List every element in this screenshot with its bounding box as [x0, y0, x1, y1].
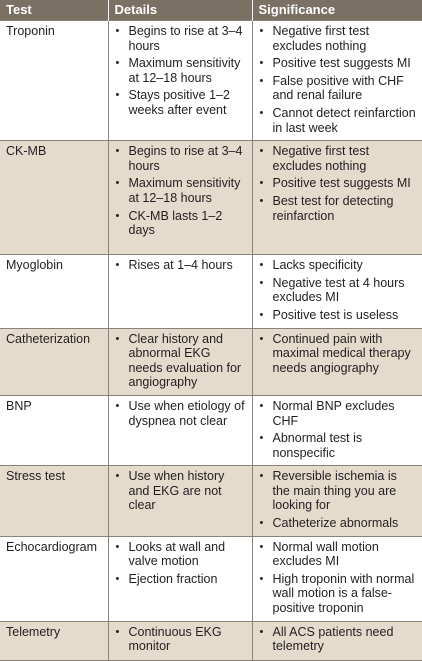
detail-list	[115, 144, 246, 238]
significance-cell	[252, 621, 422, 660]
test-name-cell: CK-MB	[0, 141, 108, 255]
significance-text: Reversible ischemia is the main thing you are looking for	[272, 469, 397, 513]
detail-list	[115, 625, 246, 654]
detail-item	[115, 625, 246, 654]
bullet-icon: •	[259, 308, 264, 321]
bullet-icon: •	[259, 399, 264, 412]
table-row	[0, 328, 422, 395]
bullet-icon: •	[259, 517, 264, 530]
significance-cell	[252, 21, 422, 141]
table-row	[0, 255, 422, 328]
table-row	[0, 21, 422, 141]
significance-text: All ACS patients need telemetry	[272, 624, 394, 654]
significance-item	[259, 308, 417, 323]
bullet-icon: •	[259, 540, 264, 553]
details-cell	[108, 621, 252, 660]
detail-text: Use when history and EKG are not clear	[128, 469, 225, 513]
table-header	[0, 0, 422, 21]
significance-cell	[252, 395, 422, 465]
bullet-icon: •	[259, 332, 264, 345]
significance-item	[259, 540, 417, 569]
significance-text: Cannot detect reinfarction in last week	[272, 105, 416, 135]
detail-text: Clear history and abnormal EKG needs evaluation for angiography	[128, 331, 242, 390]
detail-item	[115, 399, 246, 428]
detail-list	[115, 24, 246, 118]
bullet-icon: •	[115, 177, 120, 190]
detail-item	[115, 24, 246, 53]
significance-item	[259, 276, 417, 305]
test-name-cell: Troponin	[0, 21, 108, 141]
detail-text: Begins to rise at 3–4 hours	[128, 144, 243, 173]
significance-text: High troponin with normal wall motion is a false-positive troponin	[272, 571, 415, 616]
details-cell	[108, 21, 252, 141]
bullet-icon: •	[115, 89, 120, 102]
table-row	[0, 466, 422, 536]
detail-item	[115, 176, 246, 205]
detail-list	[115, 399, 246, 428]
bullet-icon: •	[115, 540, 120, 553]
detail-text: Rises at 1–4 hours	[128, 258, 233, 273]
significance-item	[259, 469, 417, 513]
bullet-icon: •	[115, 25, 120, 37]
bullet-icon: •	[259, 177, 264, 190]
detail-item	[115, 144, 246, 173]
detail-item	[115, 56, 246, 85]
significance-text: Normal wall motion excludes MI	[272, 539, 379, 569]
detail-item	[115, 572, 246, 587]
significance-item	[259, 399, 417, 428]
header-significance: Significance	[252, 0, 422, 21]
bullet-icon: •	[115, 259, 120, 272]
header-test: Test	[0, 0, 108, 21]
significance-text: Lacks specificity	[272, 258, 363, 273]
details-cell	[108, 466, 252, 536]
significance-text: Negative first test excludes nothing	[272, 24, 370, 53]
details-cell	[108, 328, 252, 395]
significance-item	[259, 625, 417, 654]
bullet-icon: •	[259, 259, 264, 272]
significance-item	[259, 431, 417, 460]
bullet-icon: •	[115, 625, 120, 638]
test-name-cell: Telemetry	[0, 621, 108, 660]
detail-item	[115, 332, 246, 390]
significance-text: Negative test at 4 hours excludes MI	[272, 275, 405, 305]
significance-text: Positive test suggests MI	[272, 56, 411, 71]
bullet-icon: •	[115, 145, 120, 158]
significance-item	[259, 572, 417, 616]
test-name-cell: BNP	[0, 395, 108, 465]
header-details: Details	[108, 0, 252, 21]
bullet-icon: •	[115, 399, 120, 412]
details-cell	[108, 395, 252, 465]
detail-text: Looks at wall and valve motion	[128, 539, 226, 569]
bullet-icon: •	[259, 194, 264, 207]
bullet-icon: •	[259, 470, 264, 483]
detail-item	[115, 258, 246, 273]
bullet-icon: •	[259, 276, 264, 289]
significance-cell	[252, 536, 422, 621]
significance-list	[259, 24, 417, 135]
significance-item	[259, 176, 417, 191]
bullet-icon: •	[115, 57, 120, 70]
bullet-icon: •	[259, 572, 264, 585]
test-name-cell: Stress test	[0, 466, 108, 536]
significance-text: Abnormal test is nonspecific	[272, 431, 363, 460]
bullet-icon: •	[259, 432, 264, 445]
significance-text: Best test for detecting reinfarction	[272, 193, 394, 223]
header-row	[0, 0, 422, 21]
bullet-icon: •	[259, 57, 264, 70]
significance-text: Normal BNP excludes CHF	[272, 398, 395, 428]
details-cell	[108, 536, 252, 621]
detail-text: Stays positive 1–2 weeks after event	[128, 88, 230, 117]
bullet-icon: •	[115, 209, 120, 222]
detail-list	[115, 332, 246, 390]
bullet-icon: •	[259, 145, 264, 158]
significance-item	[259, 516, 417, 531]
table-row	[0, 621, 422, 660]
significance-cell	[252, 255, 422, 328]
significance-text: Positive test suggests MI	[272, 176, 411, 191]
table-row	[0, 536, 422, 621]
details-cell	[108, 255, 252, 328]
significance-cell	[252, 328, 422, 395]
test-name-cell: Echocardiogram	[0, 536, 108, 621]
bullet-icon: •	[259, 74, 264, 87]
bullet-icon: •	[115, 572, 120, 585]
significance-cell	[252, 141, 422, 255]
significance-list	[259, 469, 417, 530]
table-body	[0, 21, 422, 661]
test-name-cell: Catheterization	[0, 328, 108, 395]
significance-list	[259, 540, 417, 616]
significance-text: Negative first test excludes nothing	[272, 144, 370, 173]
significance-item	[259, 332, 417, 376]
details-cell	[108, 141, 252, 255]
significance-item	[259, 106, 417, 135]
bullet-icon: •	[115, 470, 120, 483]
detail-item	[115, 469, 246, 513]
detail-item	[115, 540, 246, 569]
detail-item	[115, 209, 246, 238]
significance-list	[259, 332, 417, 376]
table-row	[0, 141, 422, 255]
detail-item	[115, 88, 246, 117]
significance-list	[259, 625, 417, 654]
significance-item	[259, 144, 417, 173]
detail-text: CK-MB lasts 1–2 days	[128, 208, 223, 238]
detail-list	[115, 469, 246, 513]
detail-list	[115, 540, 246, 587]
significance-list	[259, 258, 417, 322]
significance-text: Catheterize abnormals	[272, 516, 399, 531]
bullet-icon: •	[259, 625, 264, 638]
significance-item	[259, 56, 417, 71]
detail-text: Ejection fraction	[128, 571, 218, 586]
test-name-cell: Myoglobin	[0, 255, 108, 328]
significance-item	[259, 194, 417, 223]
bullet-icon: •	[115, 332, 120, 345]
detail-text: Maximum sensitivity at 12–18 hours	[128, 176, 241, 205]
detail-text: Continuous EKG monitor	[128, 624, 222, 654]
significance-list	[259, 399, 417, 460]
significance-text: False positive with CHF and renal failure	[272, 73, 404, 103]
detail-text: Begins to rise at 3–4 hours	[128, 24, 243, 53]
table-row	[0, 395, 422, 465]
bullet-icon: •	[259, 106, 264, 119]
significance-text: Positive test is useless	[272, 307, 399, 322]
detail-text: Maximum sensitivity at 12–18 hours	[128, 56, 241, 85]
detail-list	[115, 258, 246, 273]
detail-text: Use when etiology of dyspnea not clear	[128, 398, 245, 428]
significance-item	[259, 74, 417, 103]
bullet-icon: •	[259, 25, 264, 37]
significance-list	[259, 144, 417, 223]
significance-item	[259, 258, 417, 273]
significance-cell	[252, 466, 422, 536]
significance-text: Continued pain with maximal medical therapy needs angiography	[272, 331, 411, 375]
significance-item	[259, 24, 417, 53]
